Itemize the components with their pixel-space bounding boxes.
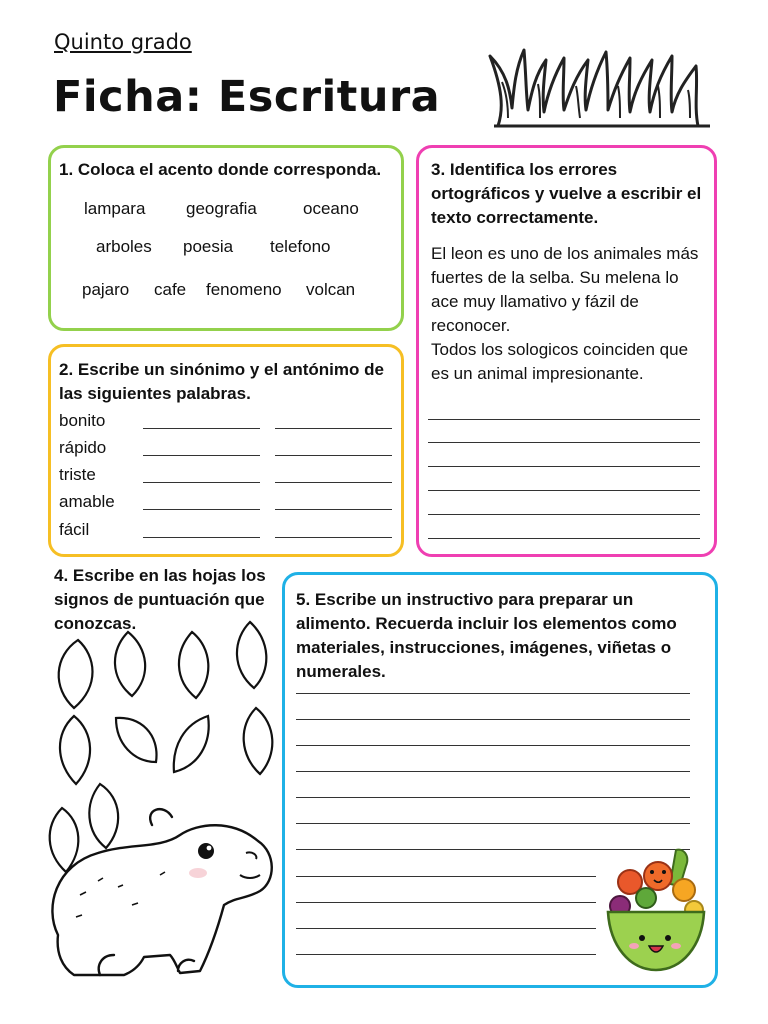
word-item: arboles [96, 237, 152, 256]
error-paragraph [431, 242, 711, 386]
writing-line[interactable] [296, 876, 596, 877]
writing-line[interactable] [428, 514, 700, 515]
paragraph-line: ace muy llamativo y fázil de [431, 292, 639, 311]
word-item: rápido [59, 438, 107, 457]
word-item: lampara [84, 199, 146, 218]
antonym-line[interactable] [275, 428, 392, 429]
writing-line[interactable] [296, 902, 596, 903]
word-item: triste [59, 465, 96, 484]
antonym-line[interactable] [275, 482, 392, 483]
writing-line[interactable] [296, 797, 690, 798]
writing-line[interactable] [428, 538, 700, 539]
paragraph-line: Todos los sologicos coinciden que [431, 340, 689, 359]
writing-line[interactable] [296, 771, 690, 772]
leaf-icon[interactable] [115, 632, 145, 696]
word-item: poesia [183, 237, 234, 256]
veggie-bowl-icon [600, 846, 712, 978]
section3-heading: 3. Identifica los errores ortográficos y vuelve a escribir el texto correctamente. [431, 160, 702, 227]
leaf-icon[interactable] [244, 708, 273, 774]
paragraph-line: El leon es uno de los animales más [431, 244, 699, 263]
leaf-icon[interactable] [59, 640, 93, 708]
word-item: pajaro [82, 280, 130, 299]
antonym-line[interactable] [275, 537, 392, 538]
writing-line[interactable] [428, 442, 700, 443]
synonym-line[interactable] [143, 509, 260, 510]
writing-line[interactable] [296, 693, 690, 694]
word-item: fácil [59, 520, 90, 539]
synonym-line[interactable] [143, 428, 260, 429]
leaf-icon[interactable] [237, 622, 266, 688]
synonym-line[interactable] [143, 482, 260, 483]
synonym-line[interactable] [143, 455, 260, 456]
antonym-line[interactable] [275, 455, 392, 456]
section2-heading: 2. Escribe un sinónimo y el antónimo de las siguientes palabras. [59, 360, 384, 403]
word-item: cafe [154, 280, 187, 299]
word-item: volcan [306, 280, 356, 299]
leaf-icon[interactable] [179, 632, 208, 698]
word-item: oceano [303, 199, 359, 218]
word-item: bonito [59, 411, 106, 430]
leaf-icon[interactable] [60, 716, 90, 784]
writing-line[interactable] [296, 719, 690, 720]
capybara-icon [40, 795, 285, 990]
grade-label: Quinto grado [54, 30, 192, 54]
page-title: Ficha: Escritura [53, 72, 441, 122]
grass-icon [484, 38, 718, 134]
leaf-icon[interactable] [174, 716, 209, 772]
writing-line[interactable] [296, 928, 596, 929]
synonym-line[interactable] [143, 537, 260, 538]
paragraph-line: reconocer. [431, 316, 511, 335]
antonym-line[interactable] [275, 509, 392, 510]
section4-heading: 4. Escribe en las hojas los signos de puntuación que conozcas. [54, 566, 266, 633]
section1-heading: 1. Coloca el acento donde corresponda. [59, 160, 382, 179]
writing-line[interactable] [428, 466, 700, 467]
paragraph-line: fuertes de la selba. Su melena lo [431, 268, 679, 287]
leaf-icon[interactable] [116, 718, 157, 762]
writing-line[interactable] [296, 954, 596, 955]
writing-line[interactable] [428, 490, 700, 491]
word-item: geografia [186, 199, 257, 218]
word-item: amable [59, 492, 115, 511]
writing-line[interactable] [296, 745, 690, 746]
writing-line[interactable] [428, 419, 700, 420]
writing-line[interactable] [296, 823, 690, 824]
paragraph-line: es un animal impresionante. [431, 364, 644, 383]
word-item: fenomeno [206, 280, 282, 299]
section5-heading: 5. Escribe un instructivo para preparar un alimento. Recuerda incluir los elementos como materiales, instrucciones, imágenes, viñetas o numerales. [296, 590, 677, 681]
word-item: telefono [270, 237, 331, 256]
